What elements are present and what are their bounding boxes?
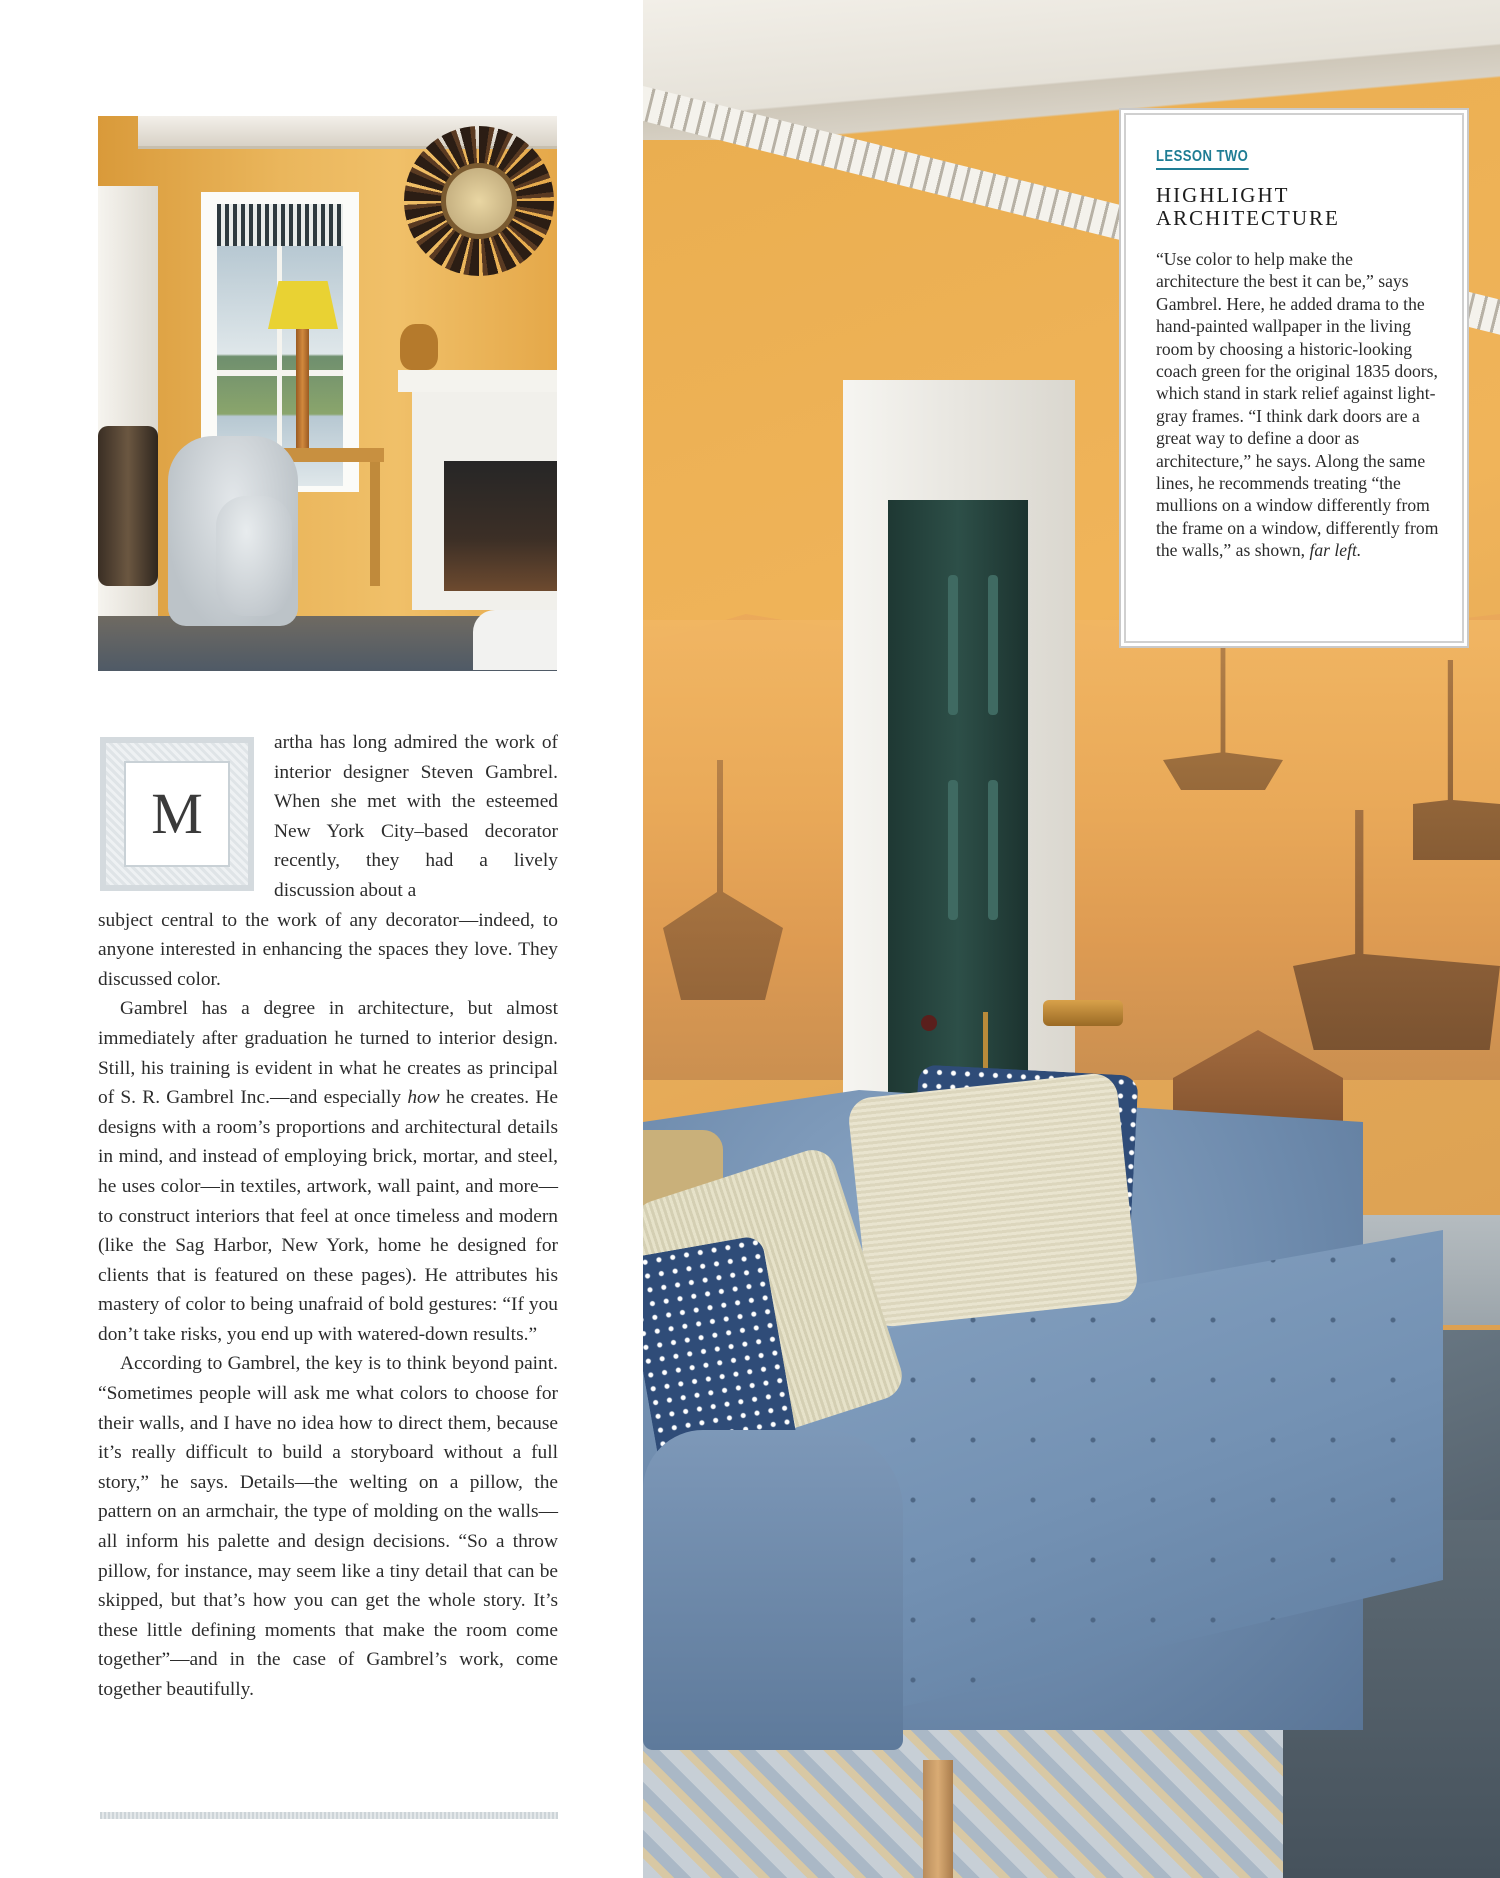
side-table-leg — [370, 462, 380, 586]
paragraph-lead: artha has long admired the work of interior designer Steven Gambrel. When she met with the esteemed New York City–based decorator recently, they had a lively discussion about a — [274, 732, 558, 901]
paragraph-2-part-a: Gambrel has a degree in architecture, but almost immediately after graduation he turned to interior design. Still, his training is evident in what he creates as principal of S. R. Gambrel Inc.—and especially — [98, 998, 558, 1109]
door-panel — [948, 575, 958, 715]
paragraph-2-part-b: he creates. He designs with a room’s proportions and architectural details in mind, and instead of employing brick, mortar, and steel, he uses color—in textiles, artwork, wall paint, and more—to construct interiors that feel at once timeless and modern (like the Sag Harbor, New York, home he designed for clients that is featured on these pages). He attributes his mastery of color to being unafraid of bold gestures: “If you don’t take risks, you end up with watered-down results.” — [98, 1087, 558, 1345]
firebox — [444, 461, 557, 591]
inset-photo-living-room-corner — [98, 116, 557, 671]
ottoman — [473, 610, 557, 670]
mirror-glass — [441, 163, 517, 239]
lesson-sidebar — [1124, 113, 1464, 643]
armchair-arm — [216, 496, 292, 616]
sofa-arm — [643, 1430, 903, 1750]
door-panel — [948, 780, 958, 920]
vase — [400, 324, 438, 370]
door-panel — [988, 575, 998, 715]
paragraph-2-emphasis: how — [407, 1087, 440, 1109]
urn — [98, 426, 158, 586]
paragraph-3: According to Gambrel, the key is to think beyond paint. “Sometimes people will ask me what colors to choose for their walls, and I have no idea how to direct them, because it’s really difficult to build a storyboard without a full story,” he says. Details—the welting on a pillow, the pattern on an armchair, the type of molding on the walls—all inform his palette and design decisions. “So a throw pillow, for instance, may seem like a tiny detail that can be skipped, but that’s how you can get the whole story. It’s these little defining moments that make the room come together”—and in the case of Gambrel’s work, come together beautifully. — [98, 1353, 558, 1700]
lamp-base — [296, 329, 309, 449]
sidebar-title — [1156, 184, 1440, 230]
drop-cap-letter: M — [151, 781, 203, 846]
sidebar-body-text: “Use color to help make the architecture the best it can be,” says Gambrel. Here, he added drama to the hand-painted wallpaper in the living room by choosing a historic-looking coach green for the original 1835 doors, which stand in stark relief against light-gray frames. “I think dark doors are a great way to define a door as architecture,” he says. Along the same lines, he recommends treating “the mullions on a window differently from the frame on a window, differently from the walls,” as shown, — [1156, 249, 1439, 561]
lamp-shade — [268, 281, 338, 329]
mantel — [398, 370, 557, 392]
article-body — [98, 728, 558, 1705]
door-panel — [988, 780, 998, 920]
sofa-leg — [923, 1760, 953, 1878]
paragraph-2 — [98, 994, 558, 1349]
bottom-rule — [100, 1812, 558, 1819]
floor-lamp-head — [1043, 1000, 1123, 1026]
door-knob — [921, 1015, 937, 1031]
sidebar-title-line1: HIGHLIGHT — [1156, 183, 1290, 207]
sidebar-body — [1156, 248, 1440, 562]
paragraph-1-continued: subject central to the work of any decorator—indeed, to anyone interested in enhancing the spaces they love. They discussed color. — [98, 909, 558, 990]
sidebar-title-line2: ARCHITECTURE — [1156, 206, 1340, 230]
sidebar-body-italic: far left. — [1309, 540, 1362, 561]
linen-pillow — [847, 1072, 1140, 1329]
window-blind — [217, 204, 343, 246]
lesson-label: LESSON TWO — [1156, 148, 1248, 170]
green-door — [888, 500, 1028, 1100]
